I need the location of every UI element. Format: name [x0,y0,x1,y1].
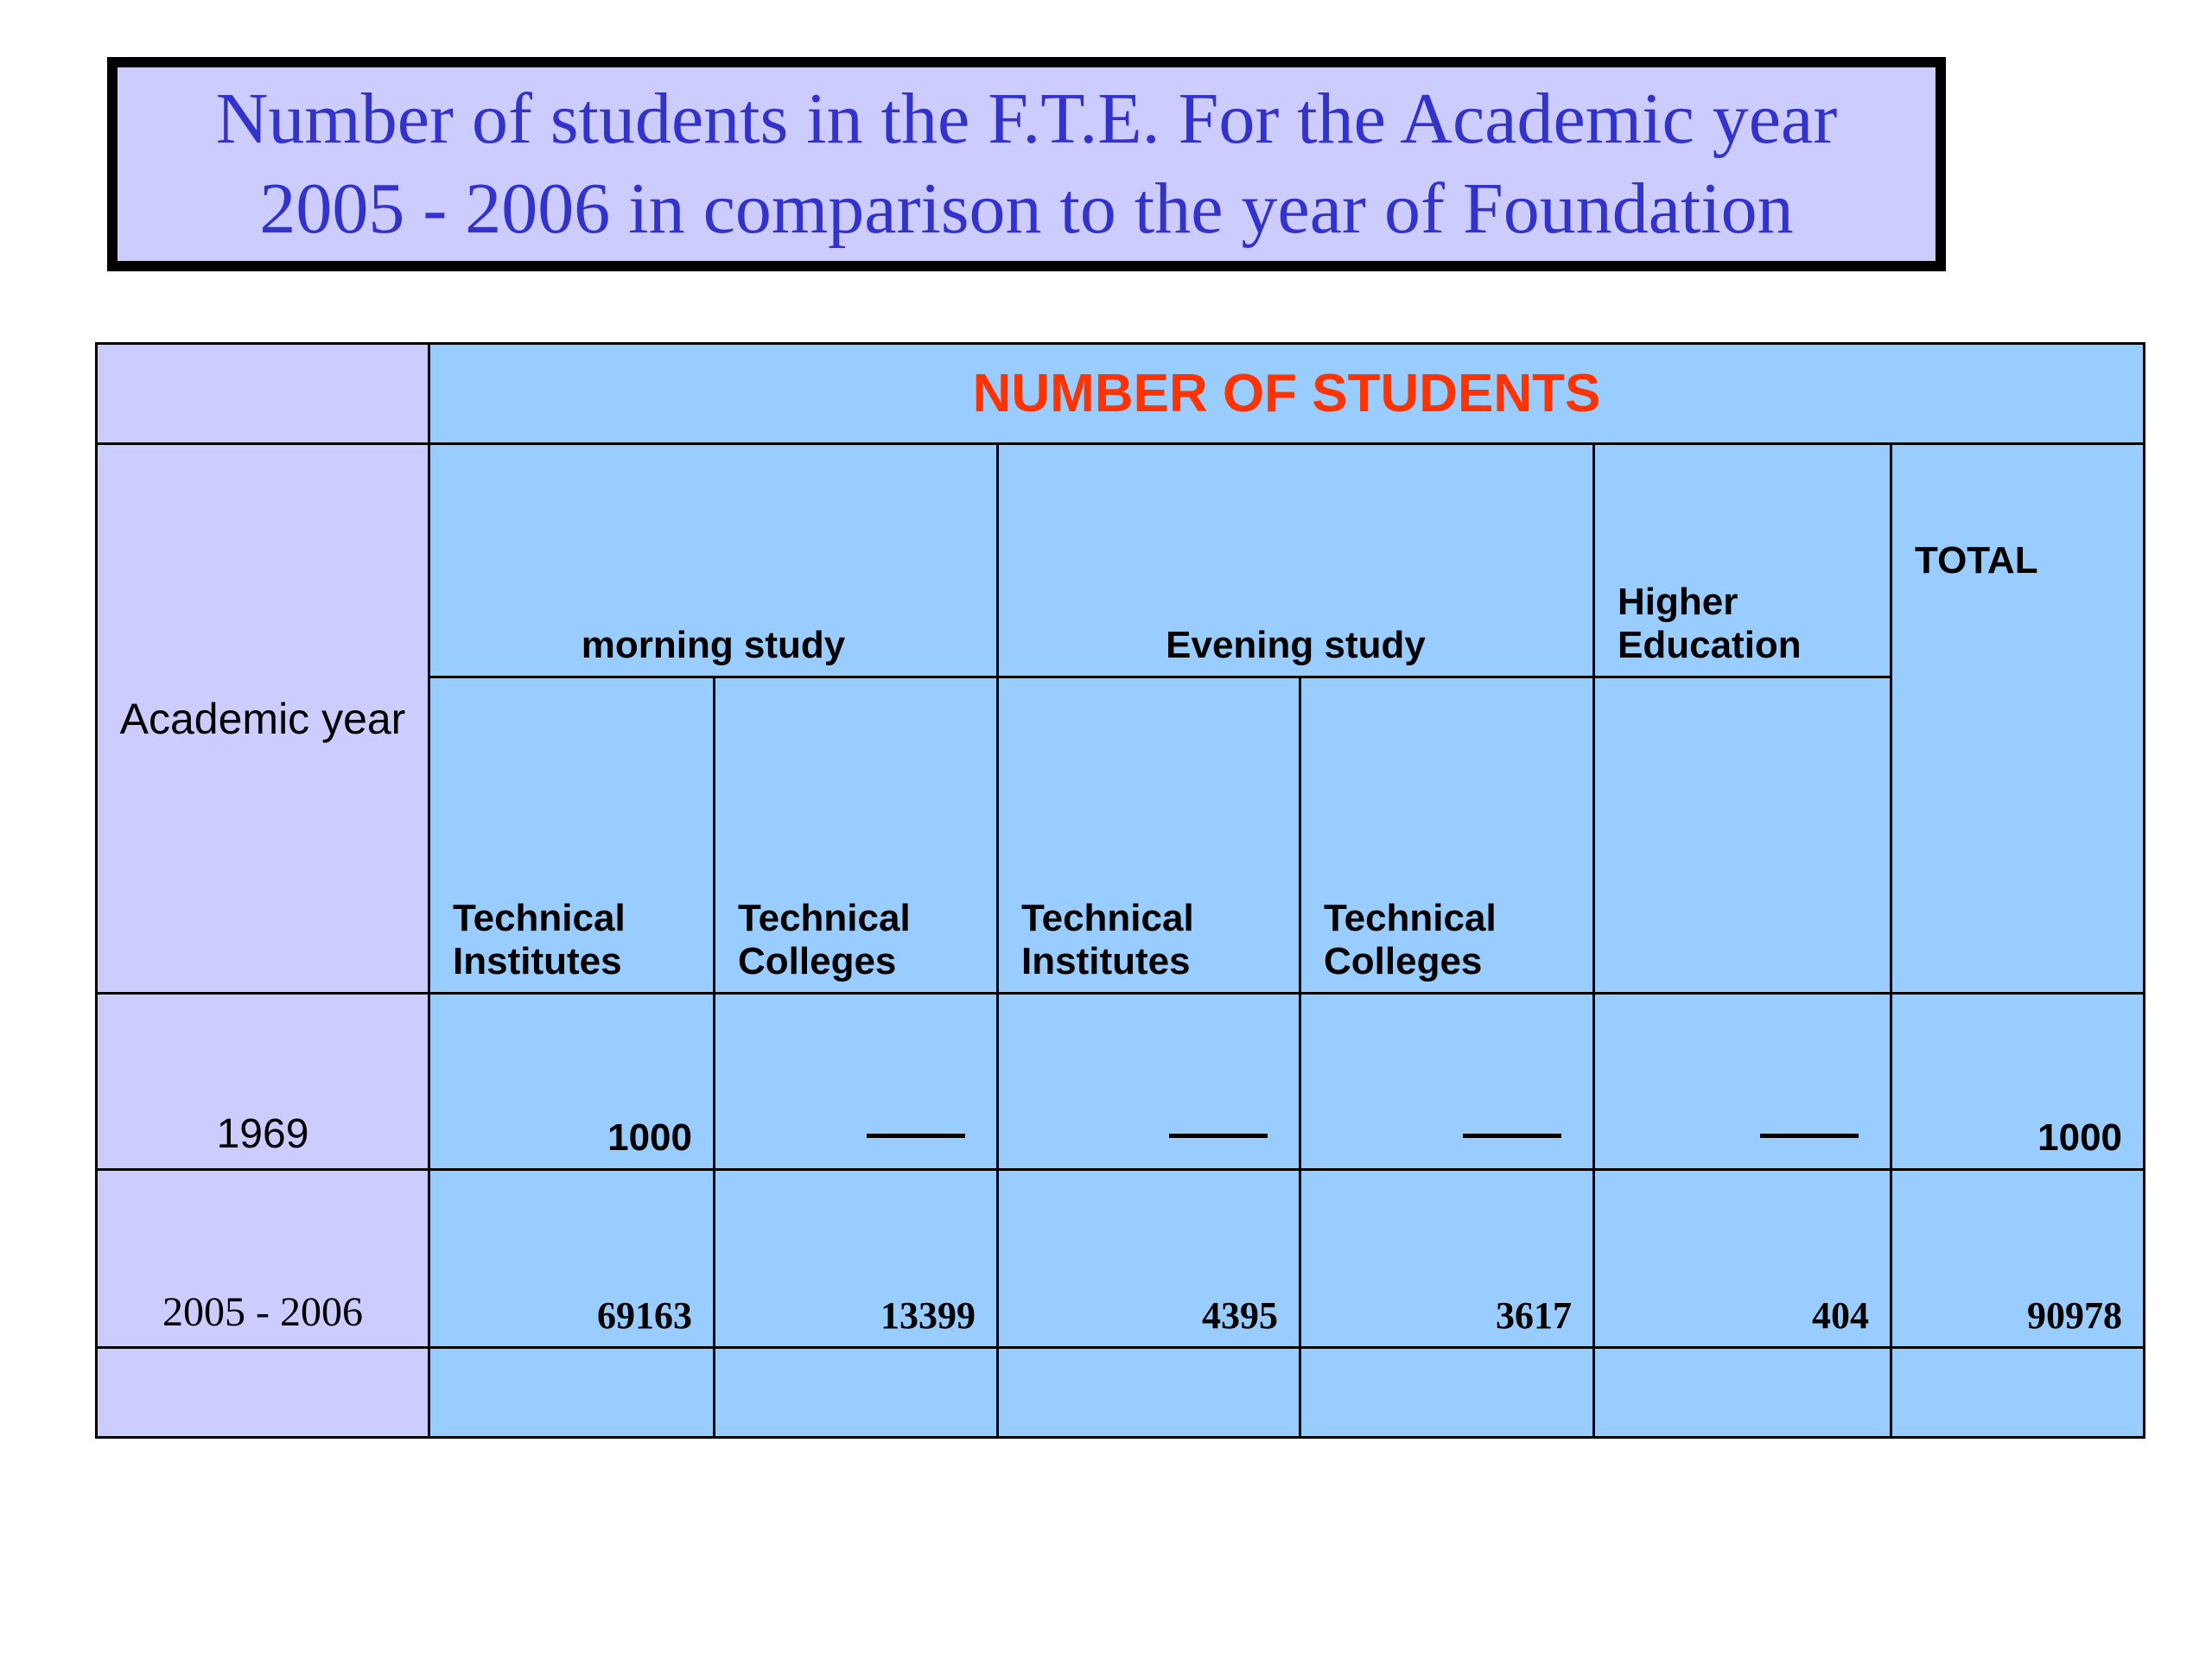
cell-morning-colleges-dash [715,994,998,1170]
table-row-empty [97,1348,2145,1438]
dash-mark [1760,1134,1859,1138]
cell-evening-institutes: 4395 [998,1170,1300,1348]
cell-higher-education: 404 [1594,1170,1891,1348]
total-subcell [1891,677,2145,994]
title-line-2: 2005 - 2006 in comparison to the year of Foundation [259,168,1794,249]
cell-morning-institutes: 1000 [429,994,715,1170]
dash-mark [1169,1134,1268,1138]
subheader-morning-colleges: Technical Colleges [715,677,998,994]
cell-evening-institutes-dash [998,994,1300,1170]
title-box [107,57,1946,271]
total-header: TOTAL [1891,444,2145,677]
title-line-1: Number of students in the F.T.E. For the Academic year [215,79,1838,159]
academic-year-header: Academic year [97,444,429,994]
subheader-evening-institutes: Technical Institutes [998,677,1300,994]
cell-total: 90978 [1891,1170,2145,1348]
morning-study-header: morning study [429,444,998,677]
students-table [95,342,2145,1439]
subheader-morning-institutes: Technical Institutes [429,677,715,994]
dash-mark [1463,1134,1561,1138]
dash-mark [867,1134,965,1138]
evening-study-header: Evening study [998,444,1594,677]
empty-cell [715,1348,998,1438]
empty-cell [97,1348,429,1438]
higher-education-header: Higher Education [1594,444,1891,677]
cell-evening-colleges: 3617 [1300,1170,1594,1348]
row-year: 2005 - 2006 [97,1170,429,1348]
table-row [97,1170,2145,1348]
cell-higher-education-dash [1594,994,1891,1170]
students-table-wrap [95,342,2143,1436]
empty-cell [1594,1348,1891,1438]
empty-cell [1891,1348,2145,1438]
cell-evening-colleges-dash [1300,994,1594,1170]
number-of-students-header: NUMBER OF STUDENTS [429,344,2145,444]
empty-cell [429,1348,715,1438]
empty-cell [1300,1348,1594,1438]
cell-morning-colleges: 13399 [715,1170,998,1348]
corner-cell [97,344,429,444]
subheader-evening-colleges: Technical Colleges [1300,677,1594,994]
empty-cell [998,1348,1300,1438]
table-row [97,994,2145,1170]
cell-total: 1000 [1891,994,2145,1170]
row-year: 1969 [97,994,429,1170]
higher-education-subcell [1594,677,1891,994]
cell-morning-institutes: 69163 [429,1170,715,1348]
